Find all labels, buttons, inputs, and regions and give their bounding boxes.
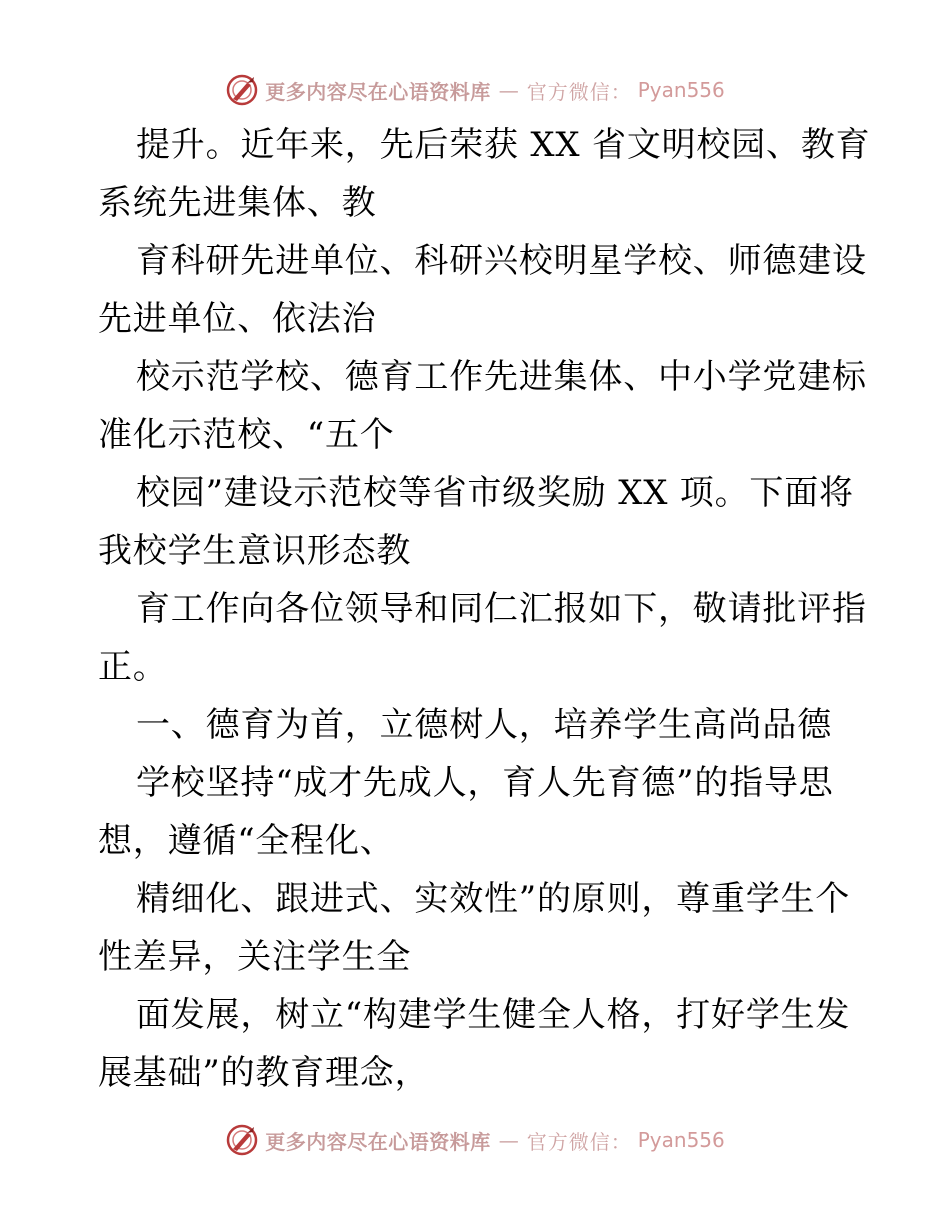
- body-line: 校示范学校、德育工作先进集体、中小学党建标: [136, 357, 867, 397]
- body-line: 育科研先进单位、科研兴校明星学校、师德建设: [136, 241, 867, 281]
- header-wechat-id: Pyan556: [637, 78, 725, 102]
- body-line: 想，遵循“全程化、: [98, 821, 395, 861]
- body-line: 面发展，树立“构建学生健全人格，打好学生发: [136, 995, 851, 1035]
- body-line: 育工作向各位领导和同仁汇报如下，敬请批评指: [136, 589, 867, 629]
- body-line: 正。: [98, 647, 168, 687]
- document-body: [98, 116, 871, 1102]
- footer-wechat-id: Pyan556: [637, 1128, 725, 1152]
- body-line: 准化示范校、“五个: [98, 415, 395, 455]
- body-line: 精细化、跟进式、实效性”的原则，尊重学生个: [136, 879, 851, 919]
- body-line: 校园”建设示范校等省市级奖励 XX 项。下面将: [136, 473, 854, 513]
- body-line: 先进单位、依法治: [98, 299, 377, 339]
- header-banner-text: 更多内容尽在心语资料库: [265, 79, 491, 104]
- section-heading: 一、德育为首，立德树人，培养学生高尚品德: [136, 705, 832, 745]
- footer-official-label: 官方微信：: [526, 1129, 632, 1154]
- footer-watermark-banner: [0, 1120, 950, 1160]
- body-line: 提升。近年来，先后荣获 XX 省文明校园、教育: [136, 125, 871, 165]
- header-banner-separator: —: [498, 78, 519, 102]
- body-line: 我校学生意识形态教: [98, 531, 412, 571]
- header-watermark-banner: [0, 70, 950, 110]
- body-line: 性差异，关注学生全: [98, 937, 412, 977]
- footer-banner-text: 更多内容尽在心语资料库: [265, 1129, 491, 1154]
- body-line: 系统先进集体、教: [98, 183, 377, 223]
- quill-pen-logo-icon: [225, 1123, 259, 1157]
- header-official-label: 官方微信：: [526, 79, 632, 104]
- body-line: 学校坚持“成才先成人，育人先育德”的指导思: [136, 763, 834, 803]
- quill-pen-logo-icon: [225, 73, 259, 107]
- body-line: 展基础”的教育理念，: [98, 1053, 430, 1093]
- footer-banner-separator: —: [498, 1128, 519, 1152]
